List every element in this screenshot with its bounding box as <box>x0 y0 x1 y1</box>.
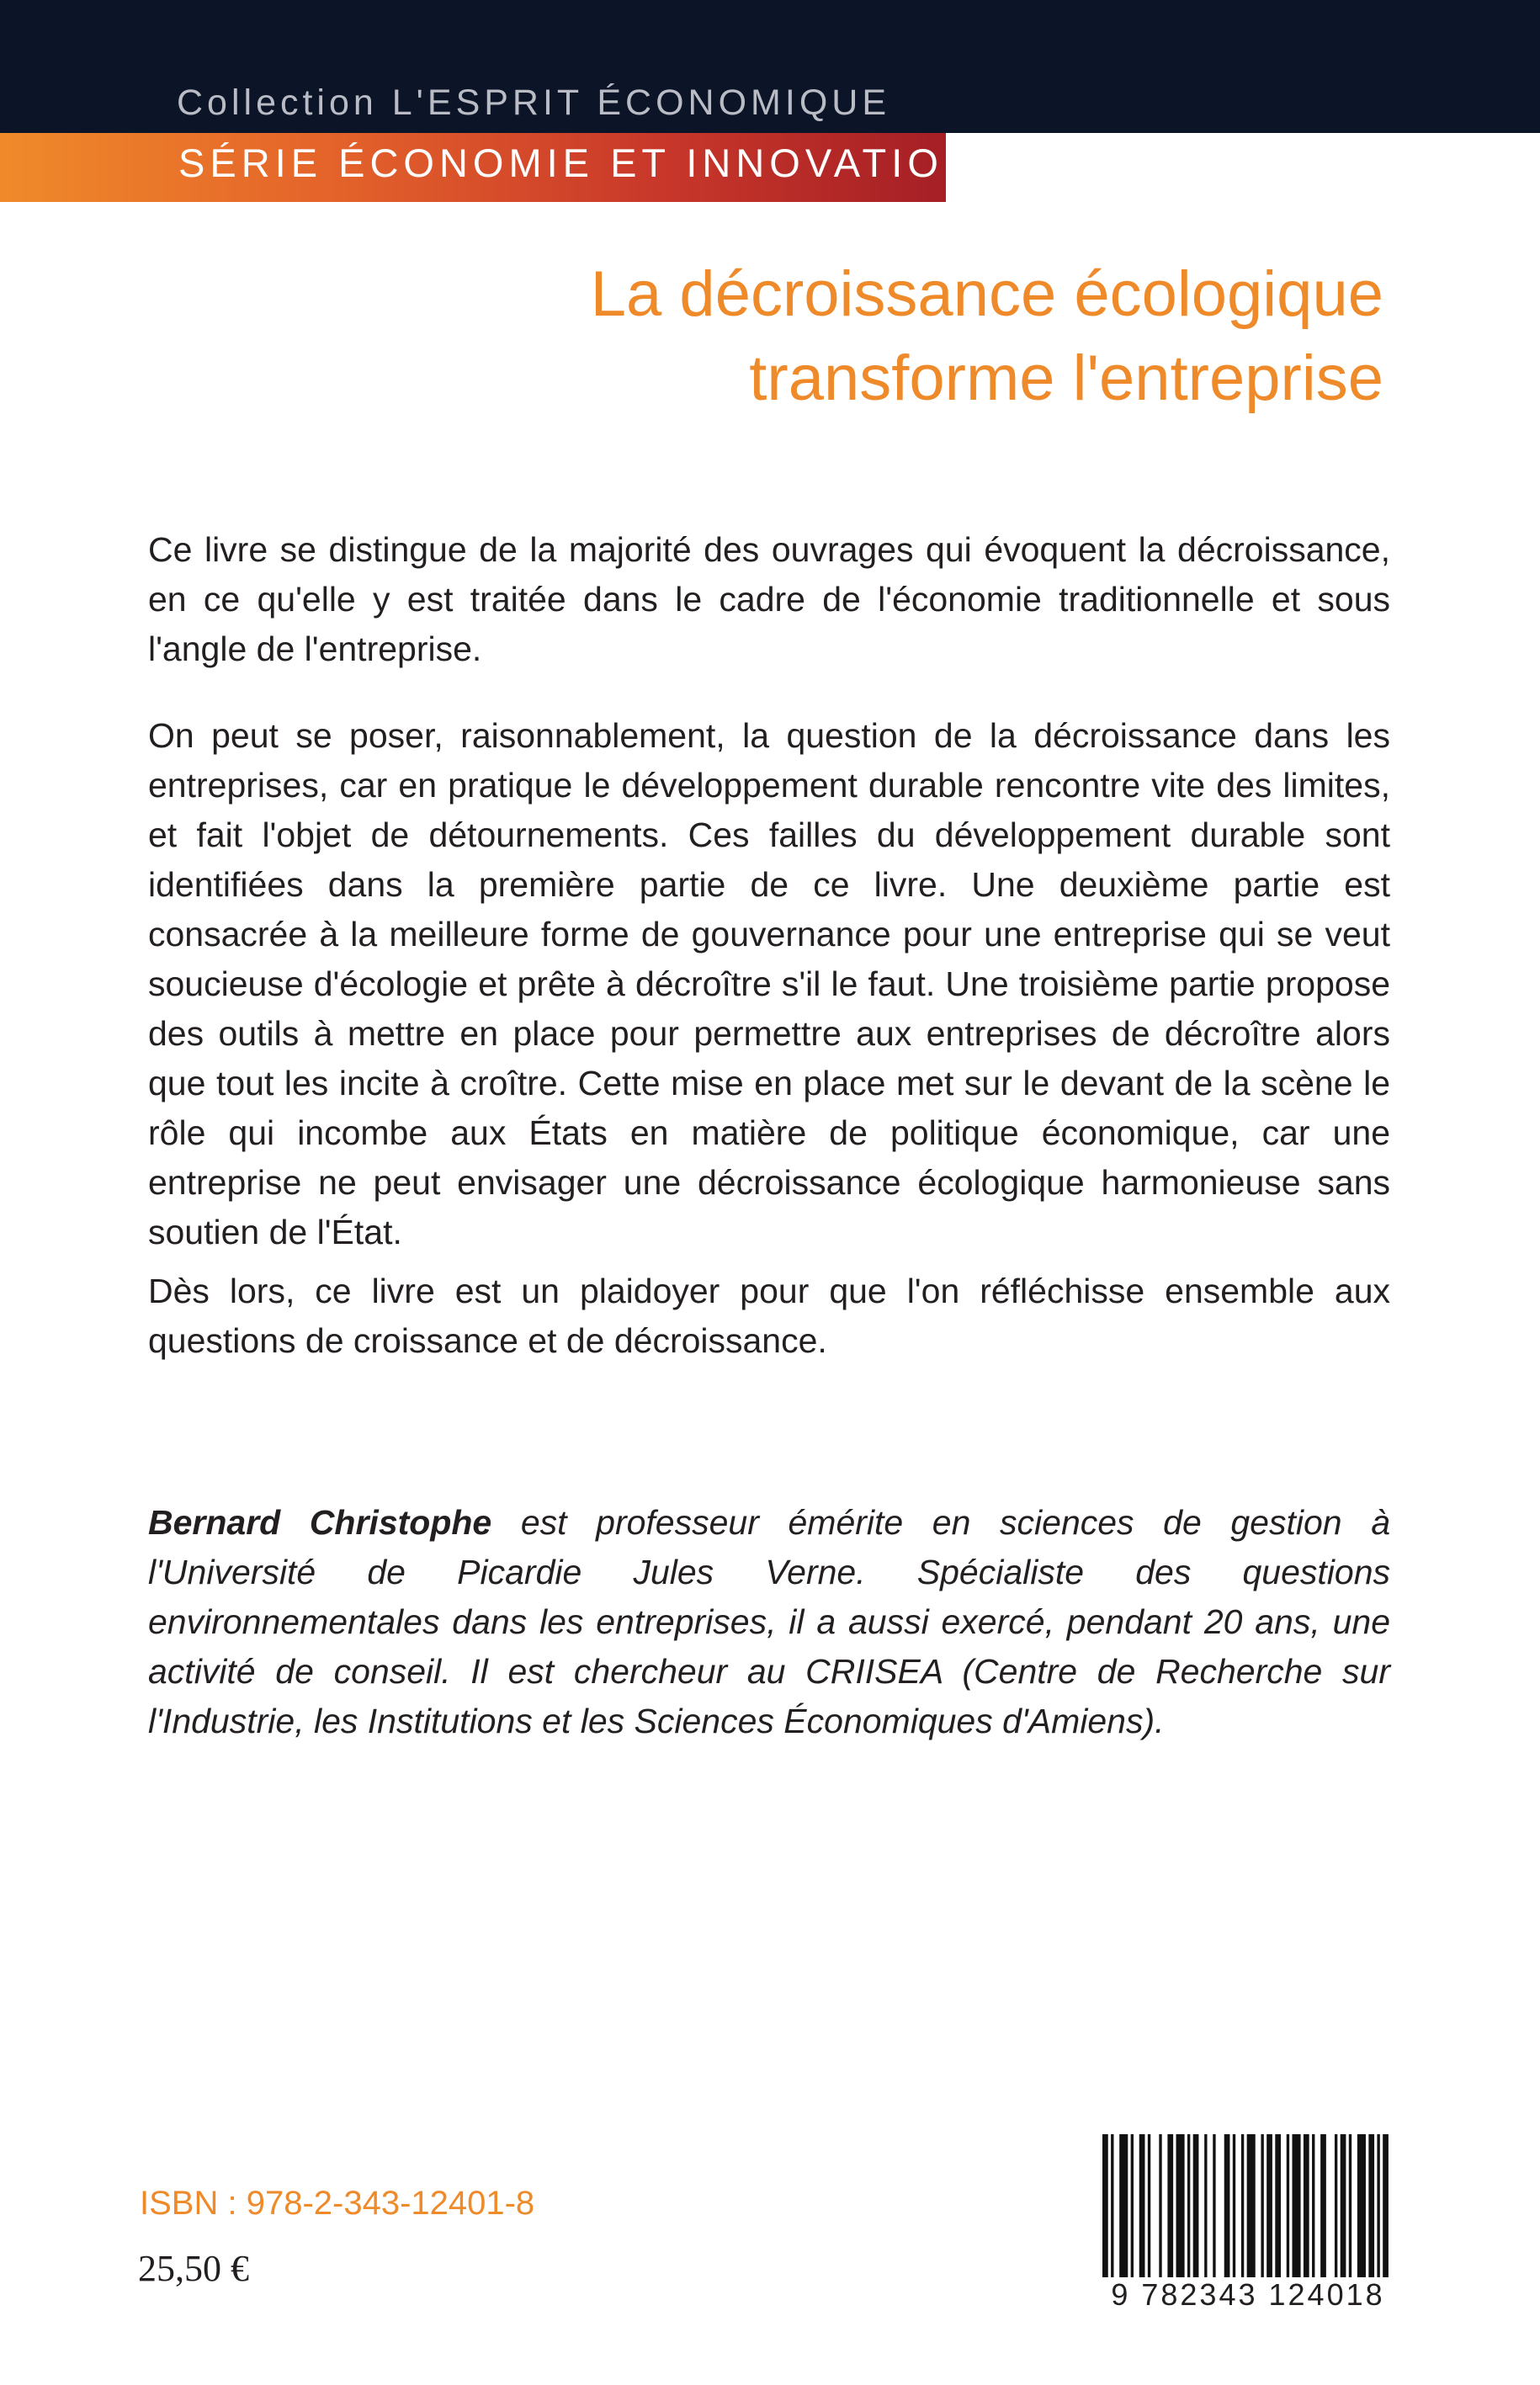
summary-paragraph-3: Dès lors, ce livre est un plaidoyer pour que l'on réfléchisse ensemble aux questions de croissance et de décroissance. <box>148 1272 1390 1360</box>
barcode-bar <box>1119 2134 1128 2277</box>
series-name: SÉRIE ÉCONOMIE ET INNOVATION <box>178 141 977 185</box>
barcode-bar <box>1224 2134 1230 2277</box>
barcode-bar <box>1357 2134 1366 2277</box>
barcode-bar <box>1377 2134 1379 2277</box>
barcode-bar <box>1292 2134 1300 2277</box>
author-bio-text: est professeur émérite en sciences de gestion à l'Université de Picardie Jules Verne. Spécialiste des questions environnementales dans les entreprises, il a aussi exercé, pendant 20 ans, une activité de conseil. Il est chercheur au CRIISEA (Centre de Recherche sur l'Industrie, les Institutions et les Sciences Économiques d'Amiens). <box>148 1503 1391 1740</box>
author-name: Bernard Christophe <box>148 1503 492 1542</box>
barcode-bar <box>1368 2134 1374 2277</box>
barcode-bar <box>1287 2134 1289 2277</box>
barcode-bar <box>1335 2134 1337 2277</box>
barcode-bar <box>1341 2134 1346 2277</box>
barcode-bar <box>1349 2134 1351 2277</box>
barcode-bar <box>1148 2134 1150 2277</box>
barcode-bars <box>1102 2134 1397 2277</box>
barcode-bar <box>1187 2134 1190 2277</box>
barcode-bar <box>1275 2134 1281 2277</box>
barcode-bar <box>1304 2134 1309 2277</box>
barcode-bar <box>1261 2134 1263 2277</box>
barcode-bar <box>1312 2134 1314 2277</box>
summary-paragraph-2: On peut se poser, raisonnablement, la question de la décroissance dans les entreprises, car en pratique le développement durable rencontre vite des limites, et fait l'objet de détournements. Ces failles du développement durable sont identifiées dans la première partie de ce livre. Une deuxième partie est consacrée à la meilleure forme de gouvernance pour une entreprise qui se veut soucieuse d'écologie et prête à décroître s'il le faut. Une troisième partie propose des outils à mettre en place pour permettre aux entreprises de décroître alors que tout les incite à croître. Cette mise en place met sur le devant de la scène le rôle qui incombe aux États en matière de politique économique, car une entreprise ne peut envisager une décroissance écologique harmonieuse sans soutien de l'État. <box>148 716 1390 1251</box>
barcode-bar <box>1233 2134 1235 2277</box>
barcode-bar <box>1213 2134 1215 2277</box>
summary-paragraph-1: Ce livre se distingue de la majorité des ouvrages qui évoquent la décroissance, en ce qu'elle y est traitée dans le cadre de l'économie traditionnelle et sous l'angle de l'entreprise. <box>148 530 1390 668</box>
book-title <box>591 252 1383 421</box>
barcode-bar <box>1131 2134 1134 2277</box>
barcode-bar <box>1241 2134 1244 2277</box>
barcode-bar <box>1383 2134 1389 2277</box>
barcode-bar <box>1204 2134 1207 2277</box>
barcode-bar <box>1102 2134 1108 2277</box>
price: 25,50 € <box>138 2248 249 2289</box>
barcode-bar <box>1139 2134 1145 2277</box>
isbn: ISBN : 978-2-343-12401-8 <box>140 2185 535 2222</box>
barcode-bar <box>1111 2134 1113 2277</box>
barcode-bar <box>1193 2134 1199 2277</box>
barcode-digits: 9 782343 124018 <box>1111 2277 1385 2312</box>
barcode <box>1084 2127 1412 2318</box>
barcode-bar <box>1159 2134 1161 2277</box>
collection-name: Collection L'ESPRIT ÉCONOMIQUE <box>177 82 890 123</box>
barcode-bar <box>1267 2134 1272 2277</box>
barcode-bar <box>1176 2134 1185 2277</box>
barcode-bar <box>1320 2134 1326 2277</box>
barcode-bar <box>1167 2134 1173 2277</box>
barcode-bar <box>1247 2134 1256 2277</box>
author-bio <box>148 1498 1390 1746</box>
book-title-line-2: transforme l'entreprise <box>749 343 1383 414</box>
book-title-line-1: La décroissance écologique <box>590 258 1383 330</box>
